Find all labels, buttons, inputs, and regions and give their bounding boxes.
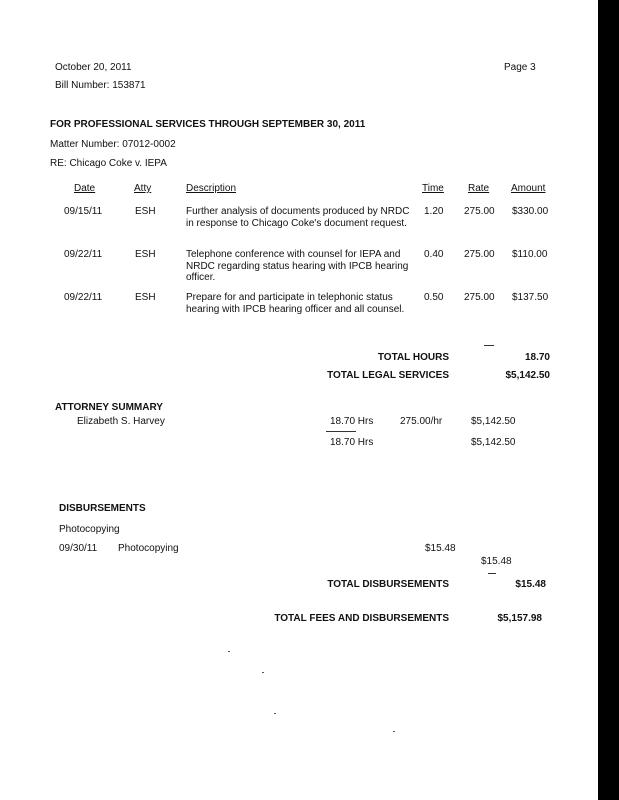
- entry-description: Telephone conference with counsel for IEPA and NRDC regarding status hearing with IPCB hearing officer.: [186, 249, 409, 283]
- entry-date: 09/22/11: [64, 249, 103, 260]
- scan-speck: [274, 713, 276, 714]
- entry-description: Further analysis of documents produced by NRDC in response to Chicago Coke's document request.: [186, 206, 410, 229]
- total-hours-value: 18.70: [524, 352, 550, 363]
- entry-rate: 275.00: [464, 292, 495, 303]
- entry-atty: ESH: [135, 292, 156, 303]
- scan-speck: [228, 651, 230, 652]
- col-time: Time: [422, 183, 444, 194]
- entry-amount: $137.50: [512, 292, 549, 303]
- page-number: Page 3: [504, 62, 536, 73]
- attorney-rate: 275.00/hr: [400, 416, 443, 427]
- total-disbursements-label: TOTAL DISBURSEMENTS: [327, 579, 449, 590]
- disbursement-category: Photocopying: [59, 524, 120, 535]
- divider: [488, 573, 496, 574]
- matter-number: Matter Number: 07012-0002: [50, 139, 176, 150]
- entry-atty: ESH: [135, 206, 156, 217]
- col-amount: Amount: [511, 183, 546, 194]
- entry-date: 09/15/11: [64, 206, 103, 217]
- disbursements-heading: DISBURSEMENTS: [59, 503, 146, 514]
- col-rate: Rate: [468, 183, 490, 194]
- disbursement-description: Photocopying: [118, 543, 179, 554]
- col-description: Description: [186, 183, 237, 194]
- entry-rate: 275.00: [464, 206, 495, 217]
- entry-description: Prepare for and participate in telephonic status hearing with IPCB hearing officer and all counsel.: [186, 292, 405, 315]
- attorney-name: Elizabeth S. Harvey: [77, 416, 165, 427]
- attorney-total-hours: 18.70 Hrs: [330, 437, 374, 448]
- entry-date: 09/22/11: [64, 292, 103, 303]
- total-legal-label: TOTAL LEGAL SERVICES: [327, 370, 449, 381]
- re-line: RE: Chicago Coke v. IEPA: [50, 158, 167, 169]
- total-disbursements-value: $15.48: [515, 579, 546, 590]
- divider: [484, 345, 494, 346]
- invoice-date: October 20, 2011: [55, 62, 132, 73]
- entry-rate: 275.00: [464, 249, 495, 260]
- total-hours-label: TOTAL HOURS: [377, 352, 449, 363]
- entry-time: 0.40: [424, 249, 444, 260]
- services-heading: FOR PROFESSIONAL SERVICES THROUGH SEPTEMBER 30, 2011: [50, 119, 366, 130]
- attorney-total-amount: $5,142.50: [471, 437, 516, 448]
- attorney-summary-heading: ATTORNEY SUMMARY: [55, 402, 163, 413]
- entry-amount: $110.00: [512, 249, 548, 260]
- entry-atty: ESH: [135, 249, 156, 260]
- entry-amount: $330.00: [512, 206, 549, 217]
- scan-edge-bar: [598, 0, 619, 800]
- scan-speck: [262, 672, 264, 673]
- bill-number: Bill Number: 153871: [55, 80, 146, 91]
- disbursement-date: 09/30/11: [59, 543, 98, 554]
- disbursement-subtotal: $15.48: [481, 556, 512, 567]
- entry-time: 0.50: [424, 292, 444, 303]
- attorney-amount: $5,142.50: [471, 416, 516, 427]
- attorney-hours: 18.70 Hrs: [330, 416, 374, 427]
- entry-time: 1.20: [424, 206, 444, 217]
- total-legal-value: $5,142.50: [505, 370, 550, 381]
- grand-total-label: TOTAL FEES AND DISBURSEMENTS: [274, 613, 449, 624]
- col-atty: Atty: [134, 183, 152, 194]
- divider: [326, 431, 356, 432]
- grand-total-value: $5,157.98: [497, 613, 542, 624]
- col-date: Date: [74, 183, 96, 194]
- disbursement-amount: $15.48: [425, 543, 456, 554]
- scan-speck: [393, 731, 395, 732]
